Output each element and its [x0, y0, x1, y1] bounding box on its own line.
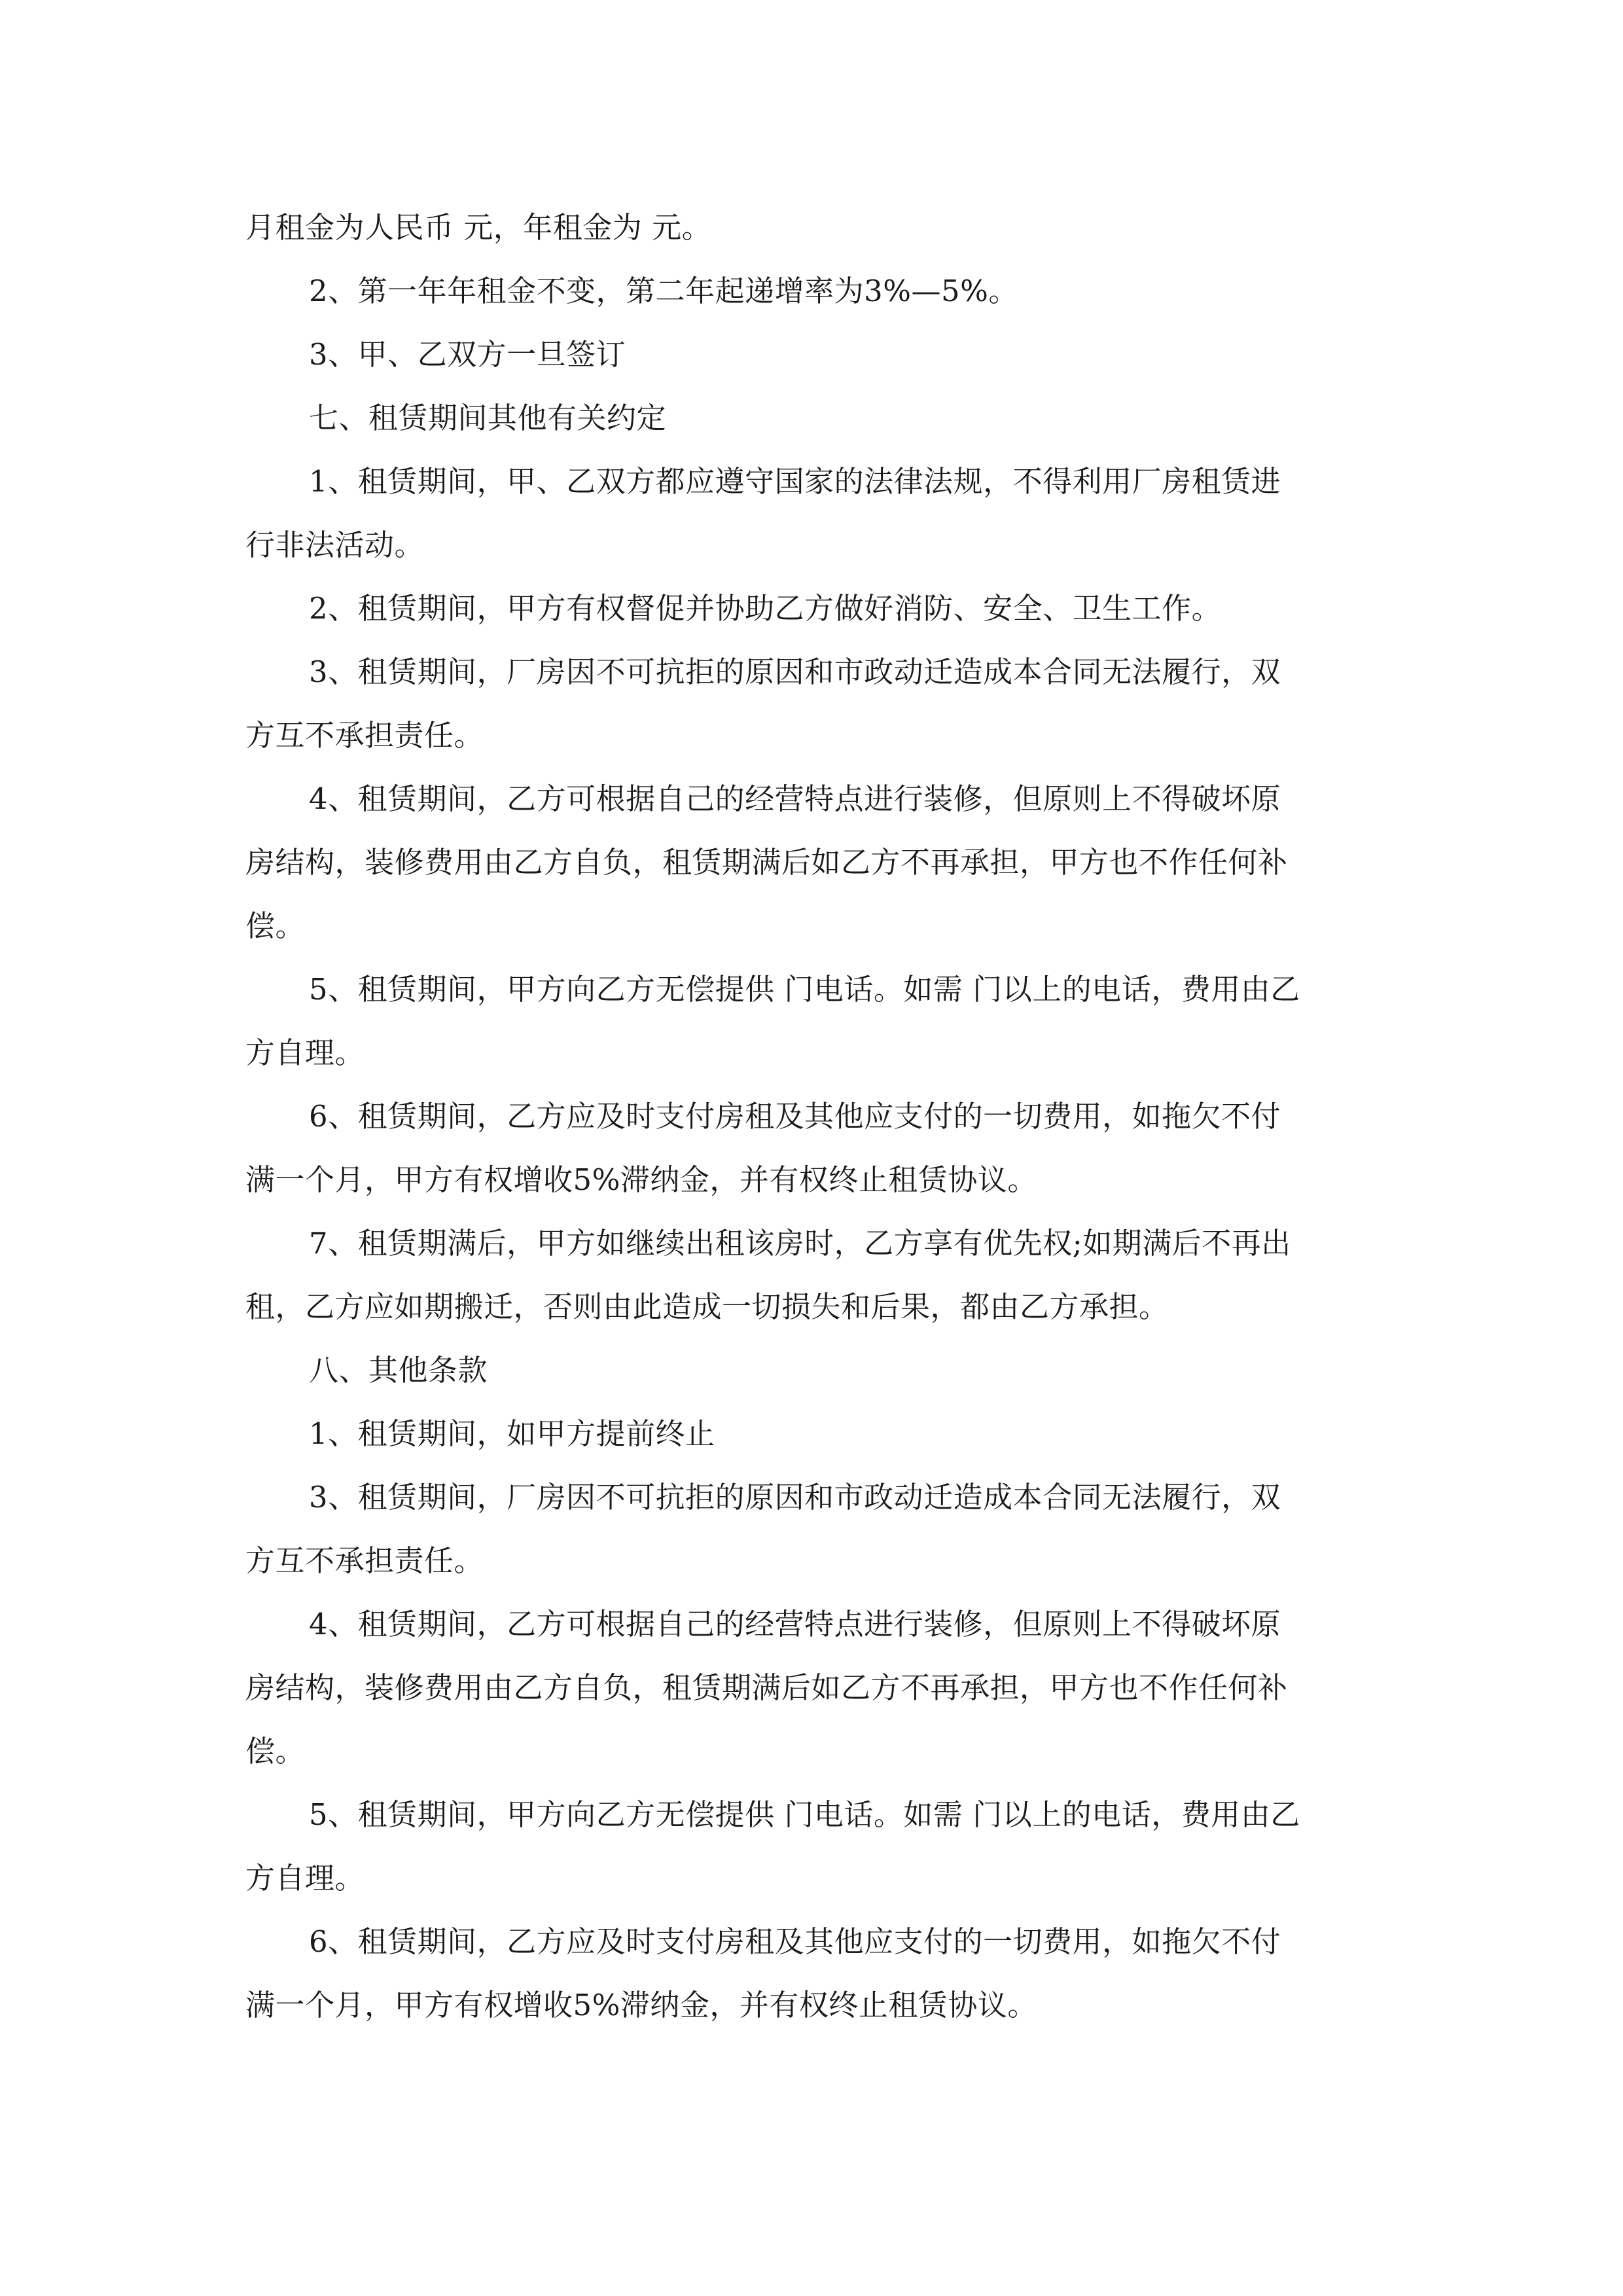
text-line: 偿。: [245, 908, 306, 943]
text-line: 2、第一年年租金不变，第二年起递增率为3%—5%。: [309, 274, 1018, 308]
text-line: 方自理。: [245, 1861, 365, 1895]
section-heading: 八、其他条款: [309, 1353, 488, 1388]
text-line: 方互不承担责任。: [245, 718, 484, 753]
text-line: 房结构，装修费用由乙方自负，租赁期满后如乙方不再承担，甲方也不作任何补: [245, 845, 1288, 880]
text-line: 偿。: [245, 1734, 306, 1768]
text-line: 方互不承担责任。: [245, 1543, 484, 1578]
text-line: 房结构，装修费用由乙方自负，租赁期满后如乙方不再承担，甲方也不作任何补: [245, 1670, 1288, 1705]
text-line: 6、租赁期间，乙方应及时支付房租及其他应支付的一切费用，如拖欠不付: [309, 1099, 1281, 1134]
section-heading: 七、租赁期间其他有关约定: [309, 401, 667, 435]
text-line: 行非法活动。: [245, 528, 425, 562]
text-line: 3、租赁期间，厂房因不可抗拒的原因和市政动迁造成本合同无法履行，双: [309, 655, 1281, 689]
text-line: 5、租赁期间，甲方向乙方无偿提供 门电话。如需 门以上的电话，费用由乙: [309, 1797, 1300, 1832]
text-line: 6、租赁期间，乙方应及时支付房租及其他应支付的一切费用，如拖欠不付: [309, 1924, 1281, 1959]
text-line: 3、甲、乙双方一旦签订: [309, 337, 626, 372]
text-line: 4、租赁期间，乙方可根据自己的经营特点进行装修，但原则上不得破坏原: [309, 781, 1281, 816]
text-line: 月租金为人民币 元，年租金为 元。: [245, 210, 712, 245]
text-line: 2、租赁期间，甲方有权督促并协助乙方做好消防、安全、卫生工作。: [309, 591, 1222, 626]
text-line: 7、租赁期满后，甲方如继续出租该房时，乙方享有优先权;如期满后不再出: [309, 1226, 1291, 1261]
text-line: 4、租赁期间，乙方可根据自己的经营特点进行装修，但原则上不得破坏原: [309, 1607, 1281, 1641]
text-line: 满一个月，甲方有权增收5%滞纳金，并有权终止租赁协议。: [245, 1988, 1037, 2022]
text-line: 租，乙方应如期搬迁，否则由此造成一切损失和后果，都由乙方承担。: [245, 1289, 1169, 1324]
text-line: 3、租赁期间，厂房因不可抗拒的原因和市政动迁造成本合同无法履行，双: [309, 1480, 1281, 1515]
text-line: 1、租赁期间，甲、乙双方都应遵守国家的法律法规，不得利用厂房租赁进: [309, 464, 1281, 499]
text-line: 方自理。: [245, 1035, 365, 1070]
text-line: 1、租赁期间，如甲方提前终止: [309, 1416, 715, 1451]
text-line: 满一个月，甲方有权增收5%滞纳金，并有权终止租赁协议。: [245, 1162, 1037, 1197]
text-line: 5、租赁期间，甲方向乙方无偿提供 门电话。如需 门以上的电话，费用由乙: [309, 972, 1300, 1007]
